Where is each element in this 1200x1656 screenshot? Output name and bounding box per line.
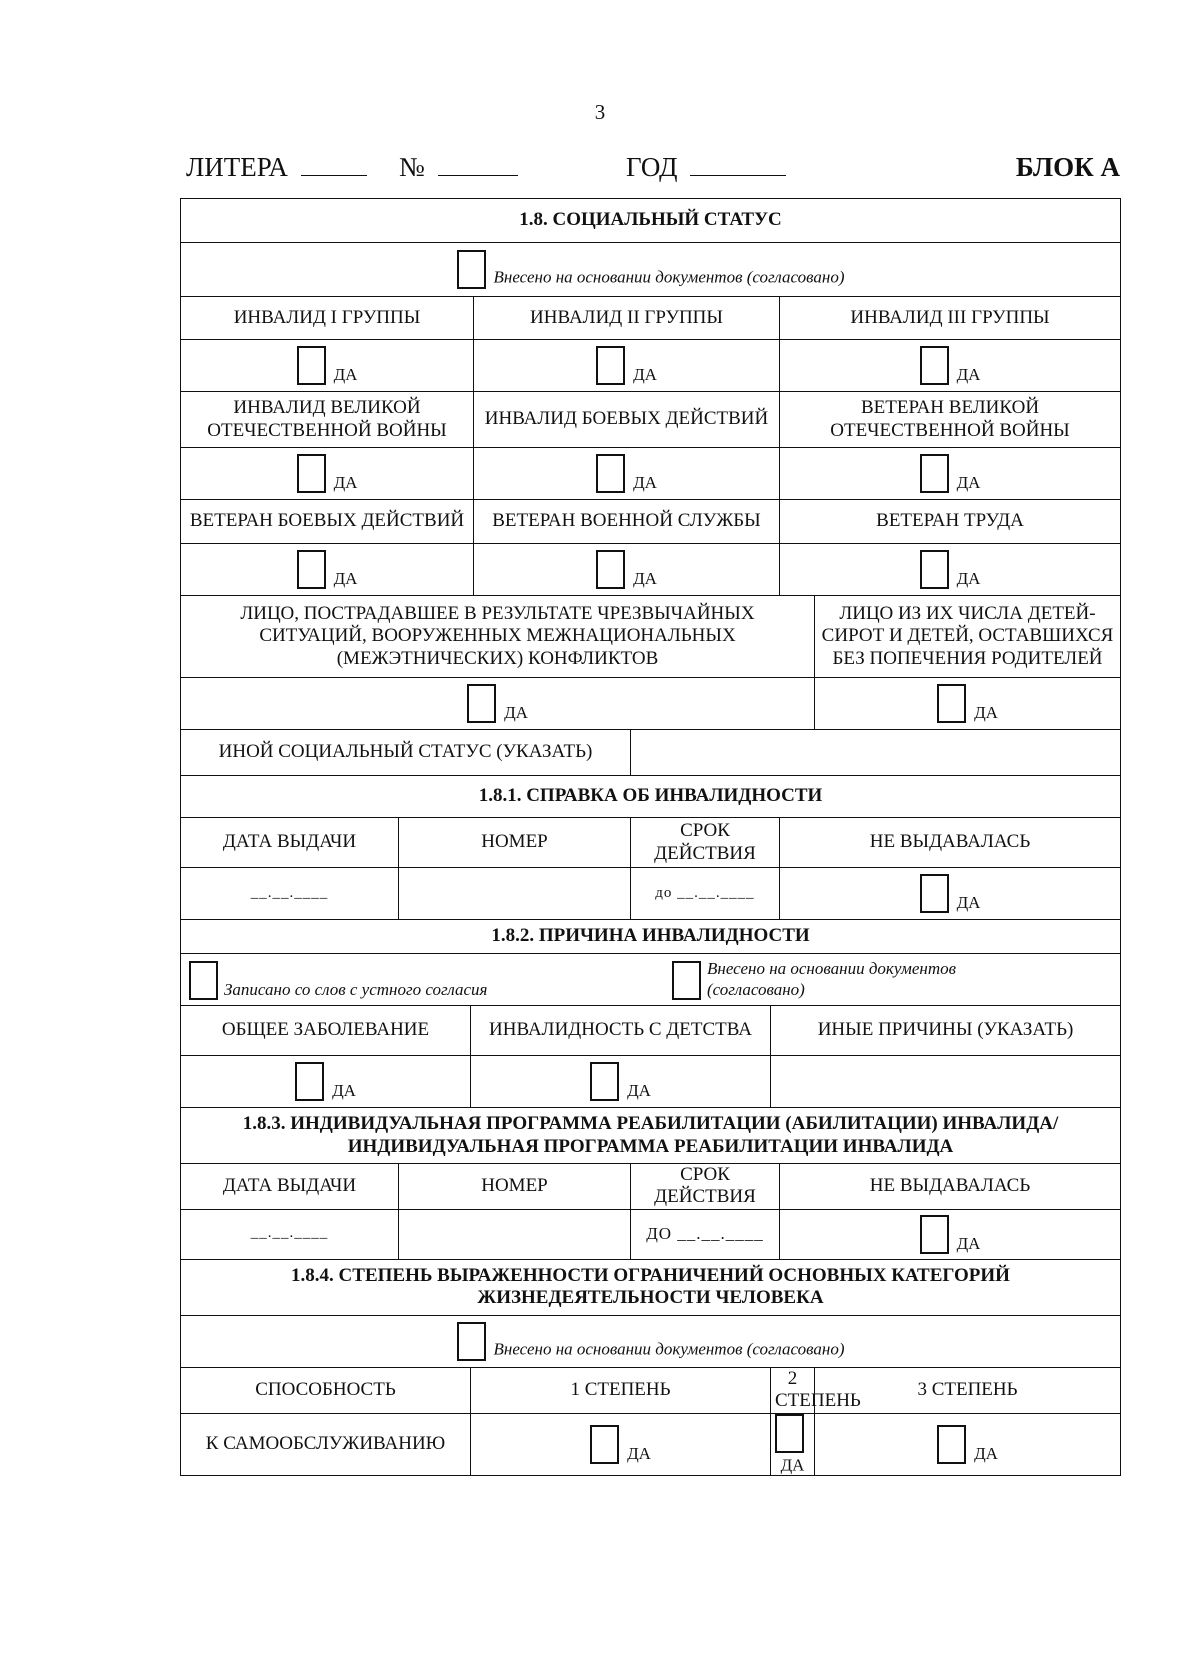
column-header: НОМЕР (399, 818, 631, 868)
status-label: ВЕТЕРАН БОЕВЫХ ДЕЙСТВИЙ (181, 500, 474, 544)
yes-label: ДА (504, 702, 528, 722)
column-header: ИНВАЛИДНОСТЬ С ДЕТСТВА (471, 1006, 771, 1056)
status-label: ИНВАЛИД II ГРУППЫ (474, 297, 780, 340)
column-header: СРОК ДЕЙСТВИЯ (631, 1164, 780, 1210)
status-label: ВЕТЕРАН ТРУДА (780, 500, 1121, 544)
column-header: 3 СТЕПЕНЬ (815, 1367, 1121, 1413)
yes-checkbox[interactable] (596, 550, 625, 589)
other-status-field[interactable] (631, 730, 1121, 776)
number-field[interactable] (399, 868, 631, 920)
yes-label: ДА (332, 1080, 356, 1100)
status-label: ВЕТЕРАН ВОЕННОЙ СЛУЖБЫ (474, 500, 780, 544)
disability-cause-title: 1.8.2. ПРИЧИНА ИНВАЛИДНОСТИ (181, 920, 1121, 954)
yes-checkbox[interactable] (297, 550, 326, 589)
validity-field[interactable]: ДО __.__.____ (631, 1209, 780, 1259)
block-label: БЛОК А (1015, 152, 1120, 182)
status-label: ИНВАЛИД БОЕВЫХ ДЕЙСТВИЙ (474, 392, 780, 448)
year-label: ГОД (626, 152, 678, 182)
validity-field[interactable]: до __.__.____ (631, 868, 780, 920)
yes-checkbox[interactable] (590, 1062, 619, 1101)
status-label: ЛИЦО, ПОСТРАДАВШЕЕ В РЕЗУЛЬТАТЕ ЧРЕЗВЫЧАЙНЫХ СИТУАЦИЙ, ВООРУЖЕННЫХ МЕЖНАЦИОНАЛЬНЫХ (МЕЖЭТНИЧЕСКИХ) КОНФЛИКТОВ (181, 596, 815, 678)
yes-label: ДА (780, 1454, 805, 1474)
docs-confirmed-checkbox[interactable] (457, 1322, 486, 1361)
column-header: 2 СТЕПЕНЬ (771, 1367, 815, 1413)
yes-label: ДА (627, 1080, 651, 1100)
yes-checkbox[interactable] (920, 550, 949, 589)
form-header (186, 152, 1120, 188)
docs-confirmed-checkbox[interactable] (672, 961, 701, 1000)
yes-label: ДА (956, 1233, 981, 1253)
yes-checkbox[interactable] (920, 346, 949, 385)
litera-field[interactable] (301, 153, 367, 176)
yes-label: ДА (956, 892, 981, 912)
yes-label: ДА (633, 472, 657, 492)
column-header: 1 СТЕПЕНЬ (471, 1367, 771, 1413)
column-header: НЕ ВЫДАВАЛАСЬ (780, 1164, 1121, 1210)
ability-label: К САМООБСЛУЖИВАНИЮ (181, 1413, 471, 1475)
other-cause-field[interactable] (771, 1056, 1121, 1108)
yes-label: ДА (633, 568, 657, 588)
number-label: № (399, 152, 425, 182)
oral-consent-note: Записано со слов с устного согласия (224, 979, 488, 999)
column-header: НЕ ВЫДАВАЛАСЬ (780, 818, 1121, 868)
yes-checkbox[interactable] (596, 346, 625, 385)
issue-date-field[interactable]: __.__.____ (181, 868, 399, 920)
status-label: ЛИЦО ИЗ ИХ ЧИСЛА ДЕТЕЙ-СИРОТ И ДЕТЕЙ, ОСТАВШИХСЯ БЕЗ ПОПЕЧЕНИЯ РОДИТЕЛЕЙ (815, 596, 1121, 678)
oral-consent-checkbox[interactable] (189, 961, 218, 1000)
docs-confirmed-note: Внесено на основании документов (согласовано) (707, 959, 956, 999)
yes-checkbox[interactable] (920, 454, 949, 493)
page-number: 3 (594, 100, 606, 124)
litera-label: ЛИТЕРА (186, 152, 288, 182)
column-header: СПОСОБНОСТЬ (181, 1367, 471, 1413)
yes-label: ДА (627, 1443, 651, 1463)
column-header: НОМЕР (399, 1164, 631, 1210)
column-header: СРОК ДЕЙСТВИЯ (631, 818, 780, 868)
column-header: ДАТА ВЫДАЧИ (181, 1164, 399, 1210)
yes-label: ДА (956, 568, 981, 588)
other-status-label: ИНОЙ СОЦИАЛЬНЫЙ СТАТУС (УКАЗАТЬ) (181, 730, 631, 776)
yes-checkbox[interactable] (295, 1062, 324, 1101)
number-field[interactable] (399, 1209, 631, 1259)
column-header: ИНЫЕ ПРИЧИНЫ (УКАЗАТЬ) (771, 1006, 1121, 1056)
column-header: ОБЩЕЕ ЗАБОЛЕВАНИЕ (181, 1006, 471, 1056)
disability-certificate-title: 1.8.1. СПРАВКА ОБ ИНВАЛИДНОСТИ (181, 776, 1121, 818)
column-header: ДАТА ВЫДАЧИ (181, 818, 399, 868)
yes-label: ДА (333, 364, 358, 384)
yes-label: ДА (956, 472, 981, 492)
status-label: ВЕТЕРАН ВЕЛИКОЙ ОТЕЧЕСТВЕННОЙ ВОЙНЫ (780, 392, 1121, 448)
yes-label: ДА (974, 702, 998, 722)
docs-confirmed-note: Внесено на основании документов (согласовано) (493, 1339, 845, 1359)
not-issued-checkbox[interactable] (920, 1215, 949, 1254)
yes-label: ДА (974, 1443, 998, 1463)
status-label: ИНВАЛИД ВЕЛИКОЙ ОТЕЧЕСТВЕННОЙ ВОЙНЫ (181, 392, 474, 448)
number-field[interactable] (438, 153, 518, 176)
not-issued-checkbox[interactable] (920, 874, 949, 913)
docs-confirmed-note: Внесено на основании документов (согласовано) (493, 267, 845, 287)
status-label: ИНВАЛИД III ГРУППЫ (780, 297, 1121, 340)
yes-checkbox[interactable] (467, 684, 496, 723)
yes-checkbox[interactable] (596, 454, 625, 493)
yes-checkbox[interactable] (297, 454, 326, 493)
yes-label: ДА (633, 364, 657, 384)
rehab-program-title: 1.8.3. ИНДИВИДУАЛЬНАЯ ПРОГРАММА РЕАБИЛИТАЦИИ (АБИЛИТАЦИИ) ИНВАЛИДА/ИНДИВИДУАЛЬНАЯ ПРОГРАММА РЕАБИЛИТАЦИИ ИНВАЛИДА (181, 1108, 1121, 1164)
yes-checkbox[interactable] (937, 684, 966, 723)
social-status-form (180, 198, 1121, 1476)
degree-1-checkbox[interactable] (590, 1425, 619, 1464)
yes-label: ДА (956, 364, 981, 384)
social-status-title: 1.8. СОЦИАЛЬНЫЙ СТАТУС (181, 199, 1121, 243)
limitations-title: 1.8.4. СТЕПЕНЬ ВЫРАЖЕННОСТИ ОГРАНИЧЕНИЙ ОСНОВНЫХ КАТЕГОРИЙ ЖИЗНЕДЕЯТЕЛЬНОСТИ ЧЕЛОВЕКА (181, 1259, 1121, 1315)
yes-checkbox[interactable] (297, 346, 326, 385)
degree-2-checkbox[interactable] (775, 1414, 804, 1453)
status-label: ИНВАЛИД I ГРУППЫ (181, 297, 474, 340)
yes-label: ДА (333, 472, 358, 492)
issue-date-field[interactable]: __.__.____ (181, 1209, 399, 1259)
docs-confirmed-checkbox[interactable] (457, 250, 486, 289)
year-field[interactable] (690, 153, 786, 176)
yes-label: ДА (333, 568, 358, 588)
degree-3-checkbox[interactable] (937, 1425, 966, 1464)
